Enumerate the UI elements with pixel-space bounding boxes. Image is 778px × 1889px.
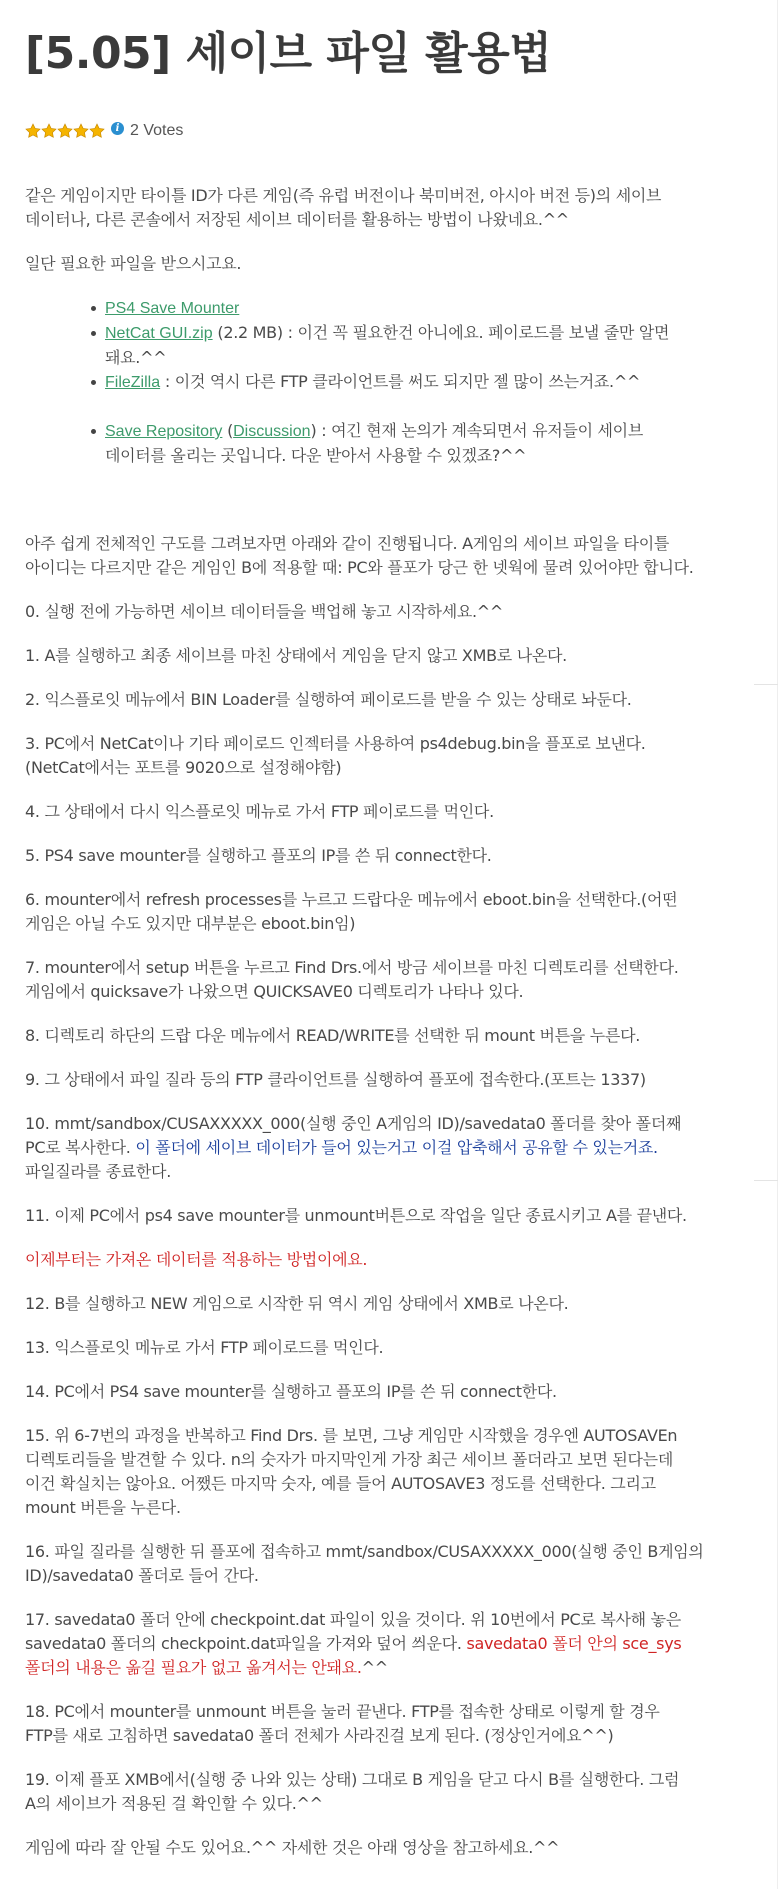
list-item-text: (2.2 MB) : 이건 꼭 필요한건 아니에요. 페이로드를 보낼 줄만 알면 돼요.^^ <box>105 323 670 367</box>
step-13: 13. 익스플로잇 메뉴로 가서 FTP 페이로드를 먹인다. <box>25 1338 384 1357</box>
intro-paragraph-2: 일단 필요한 파일을 받으시고요. <box>25 254 242 273</box>
rating-widget[interactable] <box>25 120 183 142</box>
step-2: 2. 익스플로잇 메뉴에서 BIN Loader를 실행하여 페이로드를 받을 수 있는 상태로 놔둔다. <box>25 690 632 709</box>
list-item-text: ) : 여긴 현재 논의가 계속되면서 유저들이 세이브 데이터를 올리는 곳입니다. 다운 받아서 사용할 수 있겠죠?^^ <box>105 421 643 465</box>
discussion-link[interactable]: Discussion <box>233 423 311 440</box>
step-11: 11. 이제 PC에서 ps4 save mounter를 unmount버튼으로 작업을 일단 종료시키고 A를 끝낸다. <box>25 1206 687 1225</box>
step-6: 6. mounter에서 refresh processes를 누르고 드랍다운 메뉴에서 eboot.bin을 선택한다.(어떤 게임은 아닐 수도 있지만 대부분은 eboot.bin임) <box>25 890 678 933</box>
post-title: [5.05] 세이브 파일 활용법 <box>25 28 552 79</box>
step-4: 4. 그 상태에서 다시 익스플로잇 메뉴로 가서 FTP 페이로드를 먹인다. <box>25 802 494 821</box>
apply-note: 이제부터는 가져온 데이터를 적용하는 방법이에요. <box>25 1250 368 1269</box>
step-17-text: 17. savedata0 폴더 안에 checkpoint.dat 파일이 있을 것이다. 위 10번에서 PC로 복사해 놓은 savedata0 폴더의 checkpoint.dat파일을 가져와 덮어 씌운다. <box>25 1610 681 1653</box>
star-rating[interactable] <box>25 123 105 139</box>
intro-paragraph: 같은 게임이지만 타이틀 ID가 다른 게임(즉 유럽 버전이나 북미버전, 아시아 버전 등)의 세이브 데이터나, 다른 콘솔에서 저장된 세이브 데이터를 활용하는 방법이 나왔네요.^^ <box>25 186 662 229</box>
step-12: 12. B를 실행하고 NEW 게임으로 시작한 뒤 역시 게임 상태에서 XMB로 나온다. <box>25 1294 569 1313</box>
ps4-save-mounter-link[interactable]: PS4 Save Mounter <box>105 300 240 317</box>
star-icon[interactable] <box>89 123 105 139</box>
filezilla-link[interactable]: FileZilla <box>105 374 161 391</box>
list-item <box>105 296 705 321</box>
step-19: 19. 이제 플포 XMB에서(실행 중 나와 있는 상태) 그대로 B 게임을 닫고 다시 B를 실행한다. 그럼 A의 세이브가 적용된 걸 확인할 수 있다.^^ <box>25 1770 680 1813</box>
step-10-highlight: 이 폴더에 세이브 데이터가 들어 있는거고 이걸 압축해서 공유할 수 있는거죠. <box>135 1138 658 1157</box>
sidebar-tick <box>754 684 778 685</box>
info-icon[interactable]: i <box>111 122 124 135</box>
star-icon[interactable] <box>41 123 57 139</box>
list-item <box>105 321 705 370</box>
download-list <box>25 296 705 468</box>
step-7: 7. mounter에서 setup 버튼을 누르고 Find Drs.에서 방금 세이브를 마친 디렉토리를 선택한다. 게임에서 quicksave가 나왔으면 QUICKSAVE0 디렉토리가 나타나 있다. <box>25 958 679 1001</box>
step-9: 9. 그 상태에서 파일 질라 등의 FTP 클라이언트를 실행하여 플포에 접속한다.(포트는 1337) <box>25 1070 646 1089</box>
overview-paragraph: 아주 쉽게 전체적인 구도를 그려보자면 아래와 같이 진행됩니다. A게임의 세이브 파일을 타이틀 아이디는 다르지만 같은 게임인 B에 적용할 때: PC와 플포가 당근 한 넷웍에 물려 있어야만 합니다. <box>25 534 694 577</box>
step-15: 15. 위 6-7번의 과정을 반복하고 Find Drs. 를 보면, 그냥 게임만 시작했을 경우엔 AUTOSAVEn 디렉토리들을 발견할 수 있다. n의 숫자가 마지막인게 가장 최근 세이브 폴더라고 보면 된다는데 이건 확실치는 않아요. 어쨌든 마지막 숫자, 예를 들어 AUTOSAVE3 정도를 선택한다. 그리고 mount 버튼을 누른다. <box>25 1426 678 1517</box>
sidebar-tick <box>754 1180 778 1181</box>
star-icon[interactable] <box>57 123 73 139</box>
step-14: 14. PC에서 PS4 save mounter를 실행하고 플포의 IP를 쓴 뒤 connect한다. <box>25 1382 557 1401</box>
step-17-text-end: ^^ <box>361 1658 388 1677</box>
list-item-text: ( <box>222 421 234 440</box>
star-icon[interactable] <box>73 123 89 139</box>
netcat-gui-link[interactable]: NetCat GUI.zip <box>105 325 213 342</box>
step-17 <box>25 1608 705 1680</box>
step-1: 1. A를 실행하고 최종 세이브를 마친 상태에서 게임을 닫지 않고 XMB로 나온다. <box>25 646 567 665</box>
vote-count: 2 Votes <box>130 122 184 139</box>
spacer <box>25 488 705 532</box>
step-0: 0. 실행 전에 가능하면 세이브 데이터들을 백업해 놓고 시작하세요.^^ <box>25 602 504 621</box>
step-5: 5. PS4 save mounter를 실행하고 플포의 IP를 쓴 뒤 connect한다. <box>25 846 492 865</box>
outro-paragraph: 게임에 따라 잘 안될 수도 있어요.^^ 자세한 것은 아래 영상을 참고하세요.^^ <box>25 1838 560 1857</box>
step-17-warning: savedata0 폴더 안의 sce_sys 폴더의 내용은 옮길 필요가 없고 옮겨서는 안돼요. <box>25 1634 682 1677</box>
save-repository-link[interactable]: Save Repository <box>105 423 223 440</box>
post-body <box>25 184 705 1880</box>
step-16: 16. 파일 질라를 실행한 뒤 플포에 접속하고 mmt/sandbox/CUSAXXXXX_000(실행 중인 B게임의 ID)/savedata0 폴더로 들어 간다. <box>25 1542 704 1585</box>
list-item-text: : 이것 역시 다른 FTP 클라이언트를 써도 되지만 젤 많이 쓰는거죠.^^ <box>160 372 641 391</box>
list-item <box>105 419 705 468</box>
step-8: 8. 디렉토리 하단의 드랍 다운 메뉴에서 READ/WRITE를 선택한 뒤 mount 버튼을 누른다. <box>25 1026 641 1045</box>
step-10 <box>25 1112 705 1184</box>
step-10-text-end: 파일질라를 종료한다. <box>25 1162 171 1181</box>
step-18: 18. PC에서 mounter를 unmount 버튼을 눌러 끝낸다. FTP를 접속한 상태로 이렇게 할 경우 FTP를 새로 고침하면 savedata0 폴더 전체가 사라진걸 보게 된다. (정상인거에요^^) <box>25 1702 660 1745</box>
list-item <box>105 370 705 395</box>
step-3: 3. PC에서 NetCat이나 기타 페이로드 인젝터를 사용하여 ps4debug.bin을 플포로 보낸다.(NetCat에서는 포트를 9020으로 설정해야함) <box>25 734 646 777</box>
step-10-text: 10. mmt/sandbox/CUSAXXXXX_000(실행 중인 A게임의 ID)/savedata0 폴더를 찾아 폴더째 PC로 복사한다. <box>25 1114 682 1157</box>
star-icon[interactable] <box>25 123 41 139</box>
